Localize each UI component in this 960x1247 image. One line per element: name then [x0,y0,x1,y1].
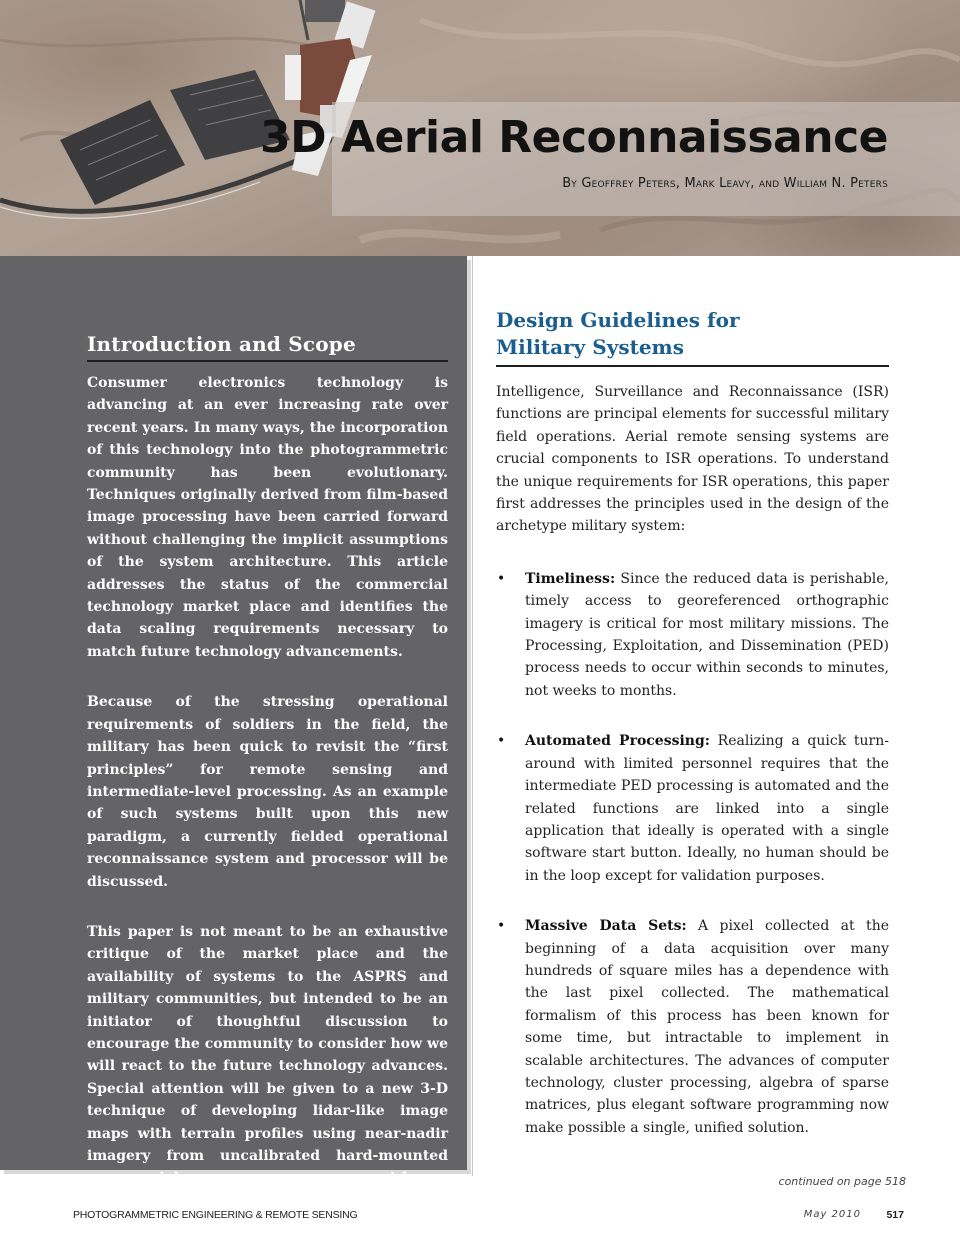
bullet-text: Since the reduced data is perishable, timely access to georeferenced orthographic imagery is critical for most military missions. The Processing, Exploitation, and Dissemination (PED) process needs to occur within seconds to minutes, not weeks to months. [525,570,889,699]
bullet-icon: • [497,733,506,750]
article-byline: By Geoffrey Peters, Mark Leavy, and William N. Peters [562,176,888,191]
design-guidelines-list [496,568,889,1139]
issue-date: May 2010 [803,1209,861,1220]
section-intro-paragraph: Intelligence, Surveillance and Reconnaissance (ISR) functions are principal elements for successful military field operations. Aerial remote sensing systems are crucial components to ISR operations. To understand the unique requirements for ISR operations, this paper first addresses the principles used in the design of the archetype military system: [496,384,889,535]
main-column [496,307,889,1139]
sidebar-heading: Introduction and Scope [87,332,448,362]
continued-note: continued on page 518 [778,1175,906,1188]
list-item [496,730,889,887]
journal-name: PHOTOGRAMMETRIC ENGINEERING & REMOTE SENSING [73,1209,358,1221]
section-heading [496,307,889,367]
page-number: 517 [886,1209,904,1221]
list-item [496,915,889,1139]
bullet-icon: • [497,918,506,935]
sidebar-paragraph: Because of the stressing operational requirements of soldiers in the field, the military has been quick to revisit the “first principles” for remote sensing and intermediate-level processing. As an example of such systems built upon this new paradigm, a currently fielded operational reconnaissance system and processor will be discussed. [87,694,448,890]
header-aerial-image [0,0,960,256]
article-title: 3D Aerial Reconnaissance [260,112,888,163]
section-heading-line1: Design Guidelines for [496,308,740,332]
sidebar-paragraph: Consumer electronics technology is advancing at an ever increasing rate over recent years. In many ways, the incorporation of this technology into the photogrammetric community has been evolutionary. Techniques originally derived from film-based image processing have been carried forward without challenging the implicit assumptions of the system architecture. This article addresses the status of the commercial technology market place and identifies the data scaling requirements necessary to match future technology advancements. [87,375,448,660]
bullet-icon: • [497,570,506,587]
sidebar-paragraph: This paper is not meant to be an exhaustive critique of the market place and the availability of systems to the ASPRS and military communities, but intended to be an initiator of thoughtful discussion to encourage the community to consider how we will react to the future technology advances. Special attention will be given to a new 3-D technique of developing lidar-like image maps with terrain profiles using near-nadir imagery from uncalibrated hard-mounted commercial cameras on an airborne platform. [87,923,448,1209]
list-item [496,568,889,702]
bullet-term: Massive Data Sets: [525,918,687,935]
bullet-text: Realizing a quick turn-around with limited personnel requires that the intermediate PED processing is automated and the related functions are linked into a single application that ideally is operated with a single software start button. Ideally, no human should be in the loop except for validation purposes. [525,733,889,884]
sidebar-content [87,332,448,1212]
bullet-text: A pixel collected at the beginning of a data acquisition over many hundreds of square miles has a dependence with the last pixel collected. The mathematical formalism of this process has been known for some time, but intractable to implement in scalable architectures. The advances of computer technology, cluster processing, algebra of sparse matrices, plus elegant software programming now make possible a single, unified solution. [525,918,889,1136]
column-divider [472,256,473,1176]
bullet-term: Timeliness: [525,570,616,587]
bullet-term: Automated Processing: [525,733,710,750]
section-heading-line2: Military Systems [496,335,684,359]
intro-sidebar [0,256,467,1209]
